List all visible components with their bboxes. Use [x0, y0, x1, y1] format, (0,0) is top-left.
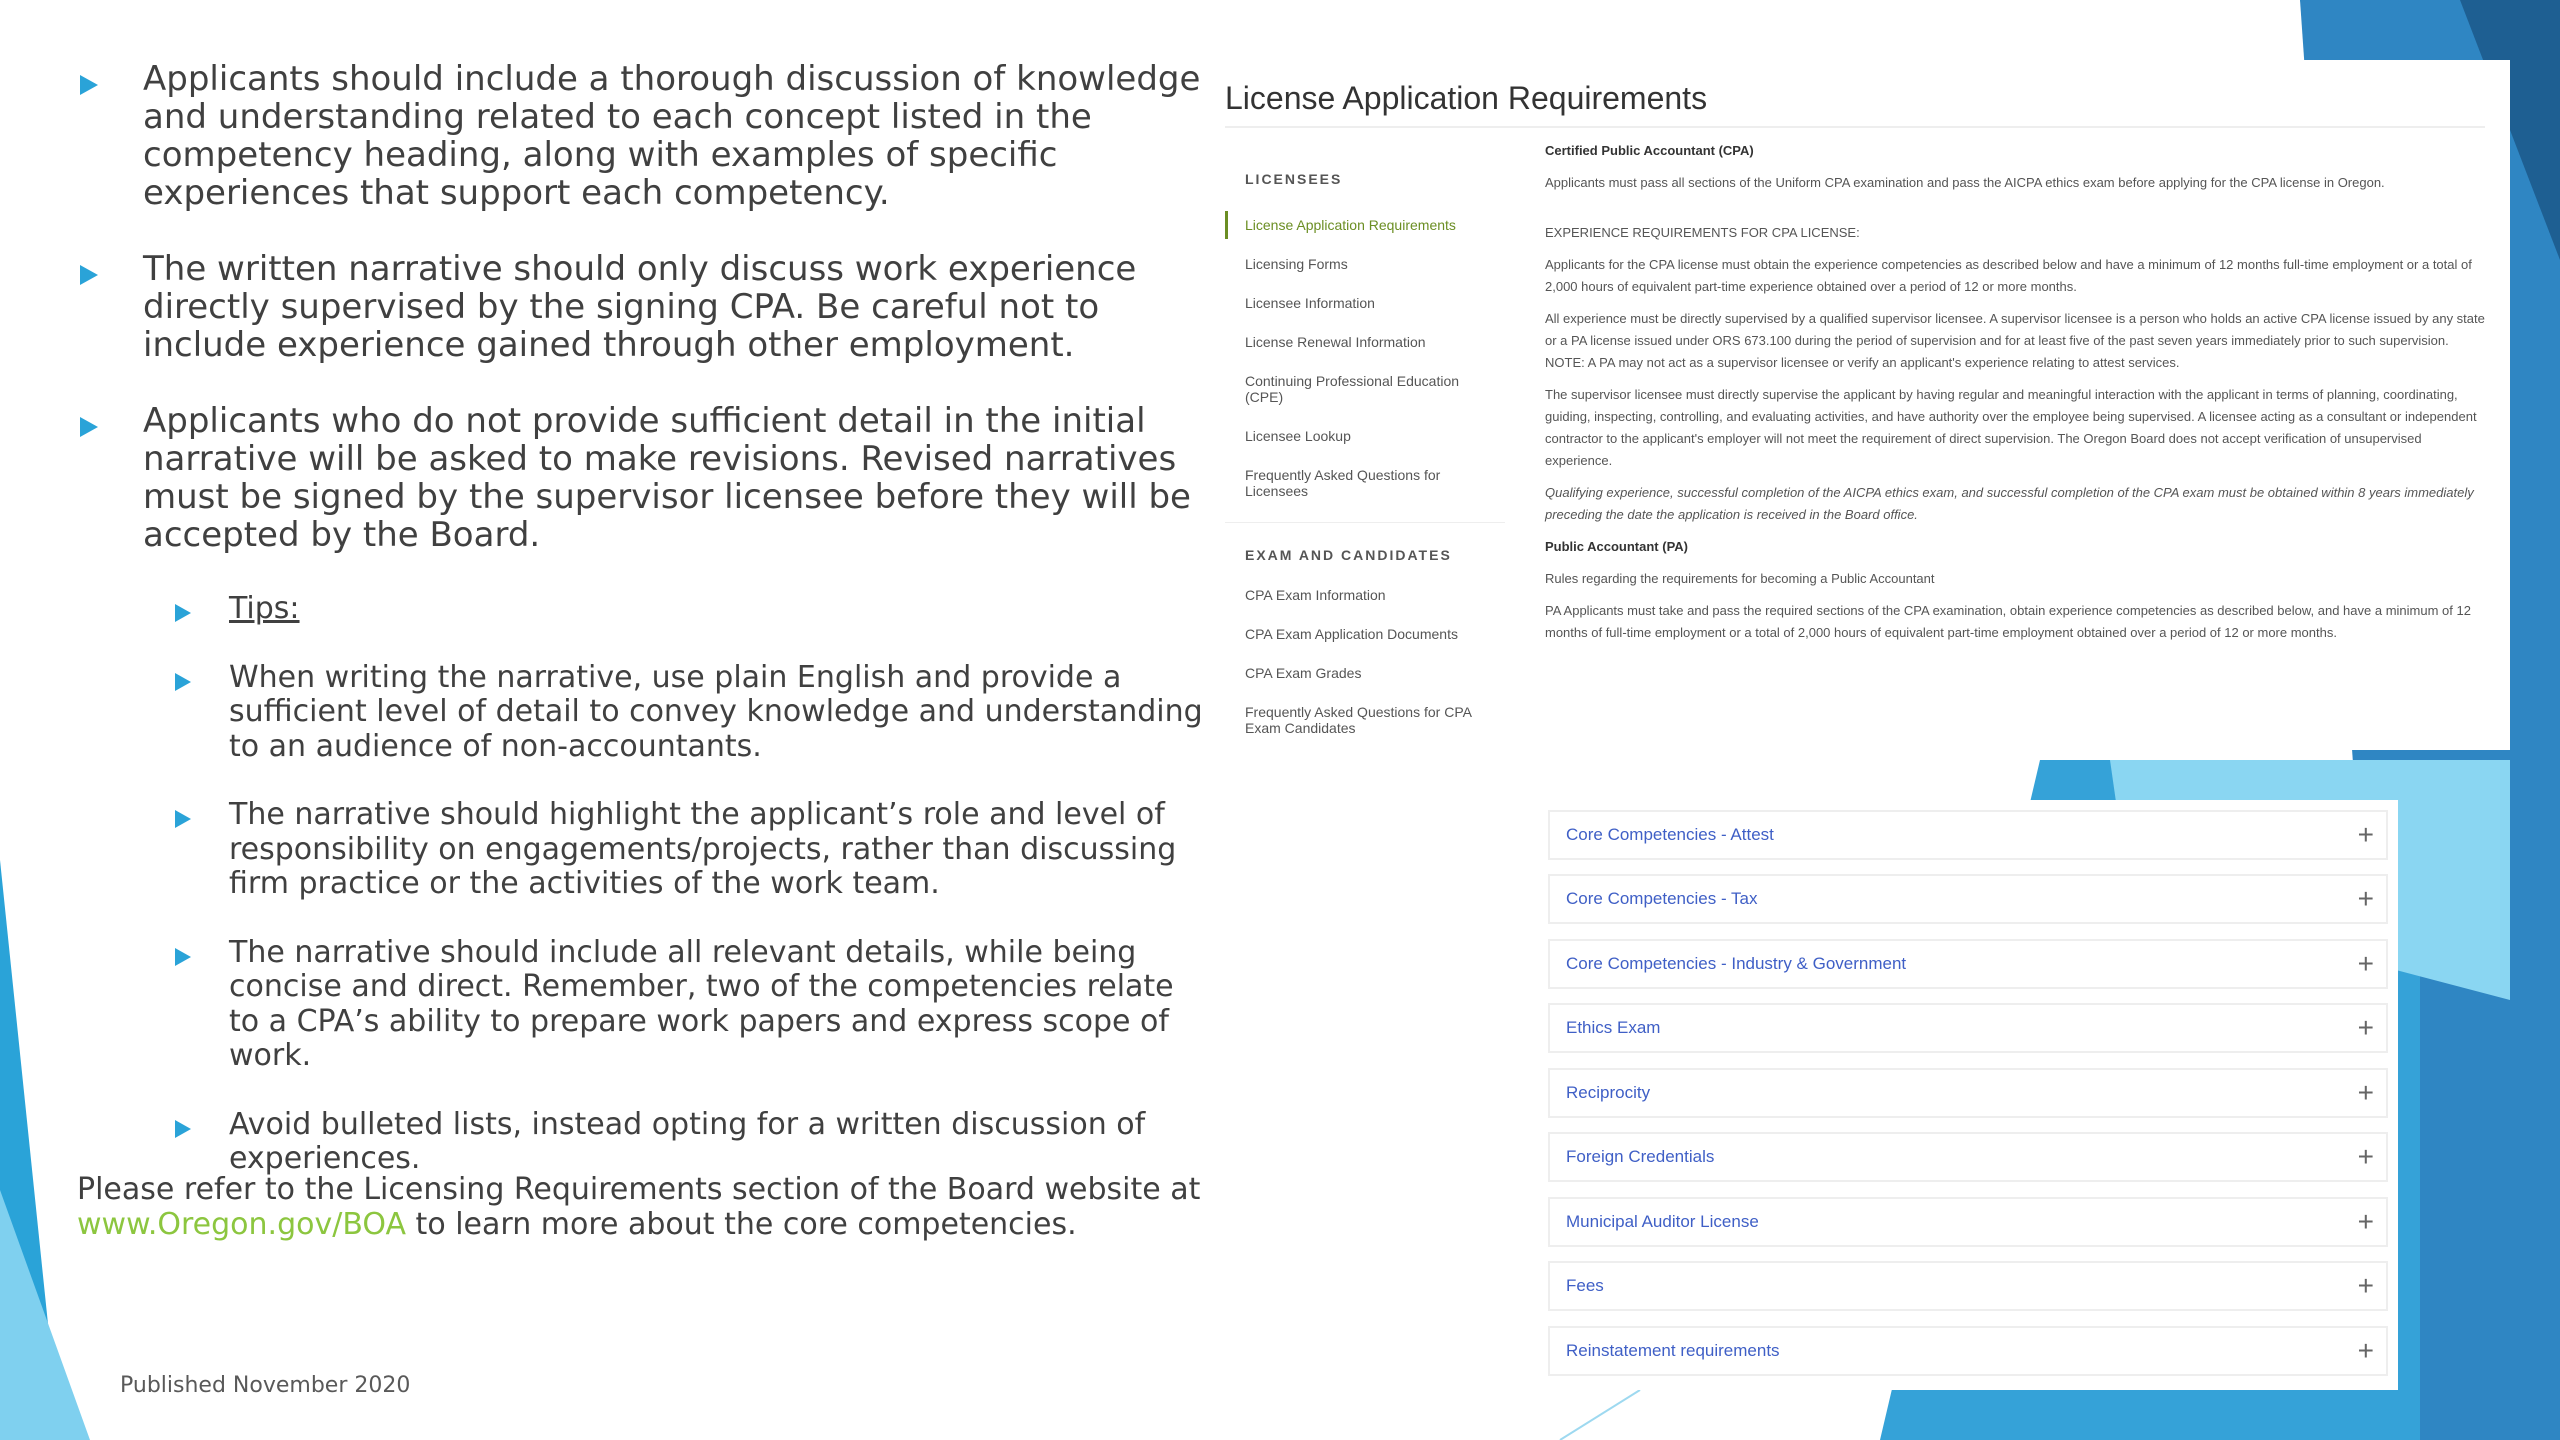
nav-item-licensing-forms[interactable]: Licensing Forms [1245, 256, 1348, 272]
accordion-item-attest[interactable] [1548, 810, 2388, 860]
bullet-arrow-icon [175, 673, 191, 691]
tip-text: The narrative should include all relevant details, while being concise and direct. Remember, two of the competencies relate to a CPA’s ability to prepare work papers and express scope of work. [229, 934, 1174, 1073]
bullet-text: The written narrative should only discuss work experience directly supervised by the signing CPA. Be careful not to include experience gained through other employment. [143, 249, 1137, 365]
bullet-arrow-icon [80, 265, 98, 285]
accordion-label: Foreign Credentials [1566, 1147, 1715, 1166]
accordion-label: Ethics Exam [1566, 1018, 1661, 1037]
cpa-text: Applicants must pass all sections of the Uniform CPA examination and pass the AICPA ethics exam before applying for the CPA license in Oregon. [1545, 175, 2385, 190]
pa-heading: Public Accountant (PA) [1545, 539, 1688, 554]
bullet-arrow-icon [80, 417, 98, 437]
pa-text: PA Applicants must take and pass the required sections of the CPA examination, obtain experience competencies as described below, and have a minimum of 12 months of full-time employment or a total of 2,000 hours of equivalent part-time employment obtained over a period of 12 or more months. [1545, 603, 2471, 640]
bullet-arrow-icon [175, 810, 191, 828]
slide-text [75, 60, 1205, 1211]
published-date: Published November 2020 [120, 1373, 411, 1398]
experience-paragraph: Applicants for the CPA license must obtain the experience competencies as described below and have a minimum of 12 months full-time employment or a total of 2,000 hours of equivalent part-time experience obtained over a period of 12 or more months. [1545, 257, 2472, 294]
accordion-item-fees[interactable] [1548, 1261, 2388, 1311]
accordion-item-tax[interactable] [1548, 874, 2388, 924]
nav-section-licensees: LICENSEES [1245, 171, 1343, 187]
experience-heading: EXPERIENCE REQUIREMENTS FOR CPA LICENSE: [1545, 225, 1860, 240]
bullet-item [75, 402, 1205, 554]
nav-section-exam: EXAM AND CANDIDATES [1245, 547, 1452, 563]
nav-item-license-renewal[interactable]: License Renewal Information [1245, 334, 1426, 350]
bullet-text: Applicants who do not provide sufficient detail in the initial narrative will be asked to make revisions. Revised narratives must be signed by the supervisor licensee before they will be accepted by the Board. [143, 401, 1191, 555]
expand-plus-icon[interactable]: + [2357, 1270, 2374, 1301]
refer-prefix: Please refer to the Licensing Requirements section of the Board website at [77, 1172, 1201, 1207]
nav-item-cpa-exam-docs[interactable]: CPA Exam Application Documents [1245, 626, 1458, 642]
accordion-label: Reciprocity [1566, 1083, 1651, 1102]
accordion-item-reciprocity[interactable] [1548, 1068, 2388, 1118]
accordion-item-municipal-auditor[interactable] [1548, 1197, 2388, 1247]
accordion-label: Fees [1566, 1276, 1604, 1295]
expand-plus-icon[interactable]: + [2357, 1141, 2374, 1172]
tip-text: When writing the narrative, use plain English and provide a sufficient level of detail to convey knowledge and understanding to an audience of non-accountants. [229, 659, 1203, 764]
bullet-arrow-icon [175, 948, 191, 966]
nav-item-licensee-lookup[interactable]: Licensee Lookup [1245, 428, 1351, 444]
requirements-content [1545, 140, 2485, 654]
bullet-arrow-icon [175, 604, 191, 622]
expand-plus-icon[interactable]: + [2357, 819, 2374, 850]
experience-paragraph: All experience must be directly supervised by a qualified supervisor licensee. A supervisor licensee is a person who holds an active CPA license issued by any state or a PA license issued under ORS 673.100 during the period of supervision and for at least five of the past seven years immediately prior to such supervision. NOTE: A PA may not act as a supervisor licensee or verify an applicant's experience relating to attest services. [1545, 311, 2485, 370]
experience-paragraph: Qualifying experience, successful completion of the AICPA ethics exam, and successful completion of the CPA exam must be obtained within 8 years immediately preceding the date the application is received in the Board office. [1545, 485, 2474, 522]
nav-item-licensee-information[interactable]: Licensee Information [1245, 295, 1375, 311]
refer-suffix: to learn more about the core competencies. [406, 1207, 1077, 1242]
bullet-item [75, 250, 1205, 364]
accordion-label: Reinstatement requirements [1566, 1341, 1780, 1360]
accordion-label: Core Competencies - Attest [1566, 825, 1774, 844]
bullet-text: Applicants should include a thorough discussion of knowledge and understanding related to each concept listed in the competency heading, along with examples of specific experiences that support each competency. [143, 59, 1201, 213]
expand-plus-icon[interactable]: + [2357, 1012, 2374, 1043]
accordion-item-industry-government[interactable] [1548, 939, 2388, 989]
cpa-heading: Certified Public Accountant (CPA) [1545, 143, 1754, 158]
website-screenshot-panel [1205, 60, 2510, 750]
nav-item-cpe[interactable]: Continuing Professional Education (CPE) [1245, 373, 1460, 405]
board-website-link[interactable]: www.Oregon.gov/BOA [77, 1207, 407, 1242]
tip-item [175, 661, 1205, 765]
nav-item-license-application-requirements[interactable]: License Application Requirements [1225, 211, 1505, 239]
expand-plus-icon[interactable]: + [2357, 948, 2374, 979]
tip-item [175, 1108, 1205, 1177]
nav-divider [1225, 522, 1505, 523]
tips-label: Tips: [229, 591, 300, 626]
accordion-item-foreign-credentials[interactable] [1548, 1132, 2388, 1182]
experience-paragraph: The supervisor licensee must directly supervise the applicant by having regular and meaningful interaction with the applicant in terms of planning, coordinating, guiding, inspecting, controlling, and evaluating activities, and have authority over the employee being supervised. A licensee acting as a consultant or independent contractor to the applicant's employer will not meet the requirement of direct supervision. The Oregon Board does not accept verification of unsupervised experience. [1545, 387, 2477, 468]
nav-item-cpa-exam-info[interactable]: CPA Exam Information [1245, 587, 1386, 603]
accordion-label: Core Competencies - Tax [1566, 889, 1758, 908]
accordion-item-reinstatement[interactable] [1548, 1326, 2388, 1376]
page-title: License Application Requirements [1225, 80, 1708, 116]
nav-item-cpa-exam-grades[interactable]: CPA Exam Grades [1245, 665, 1362, 681]
refer-text [77, 1172, 1217, 1242]
bullet-arrow-icon [80, 75, 98, 95]
tip-text: The narrative should highlight the applicant’s role and level of responsibility on engagements/projects, rather than discussing firm practice or the activities of the work team. [229, 797, 1177, 901]
nav-item-faq-licensees[interactable]: Frequently Asked Questions for Licensees [1245, 467, 1441, 499]
nav-item-faq-exam[interactable]: Frequently Asked Questions for CPA Exam Candidates [1245, 704, 1472, 736]
expand-plus-icon[interactable]: + [2357, 1335, 2374, 1366]
pa-text: Rules regarding the requirements for becoming a Public Accountant [1545, 571, 1935, 586]
expand-plus-icon[interactable]: + [2357, 1206, 2374, 1237]
expand-plus-icon[interactable]: + [2357, 1077, 2374, 1108]
side-nav [1225, 165, 1505, 759]
tip-item [175, 936, 1205, 1074]
accordion-label: Core Competencies - Industry & Government [1566, 954, 1907, 973]
expand-plus-icon[interactable]: + [2357, 883, 2374, 914]
tip-text: Avoid bulleted lists, instead opting for a written discussion of experiences. [229, 1106, 1146, 1176]
tips-heading [175, 592, 1205, 627]
bullet-item [75, 60, 1205, 212]
accordion-item-ethics-exam[interactable] [1548, 1003, 2388, 1053]
accordion [1548, 800, 2398, 1390]
title-divider [1225, 126, 2485, 128]
accordion-label: Municipal Auditor License [1566, 1212, 1759, 1231]
tip-item [175, 798, 1205, 902]
bullet-arrow-icon [175, 1120, 191, 1138]
